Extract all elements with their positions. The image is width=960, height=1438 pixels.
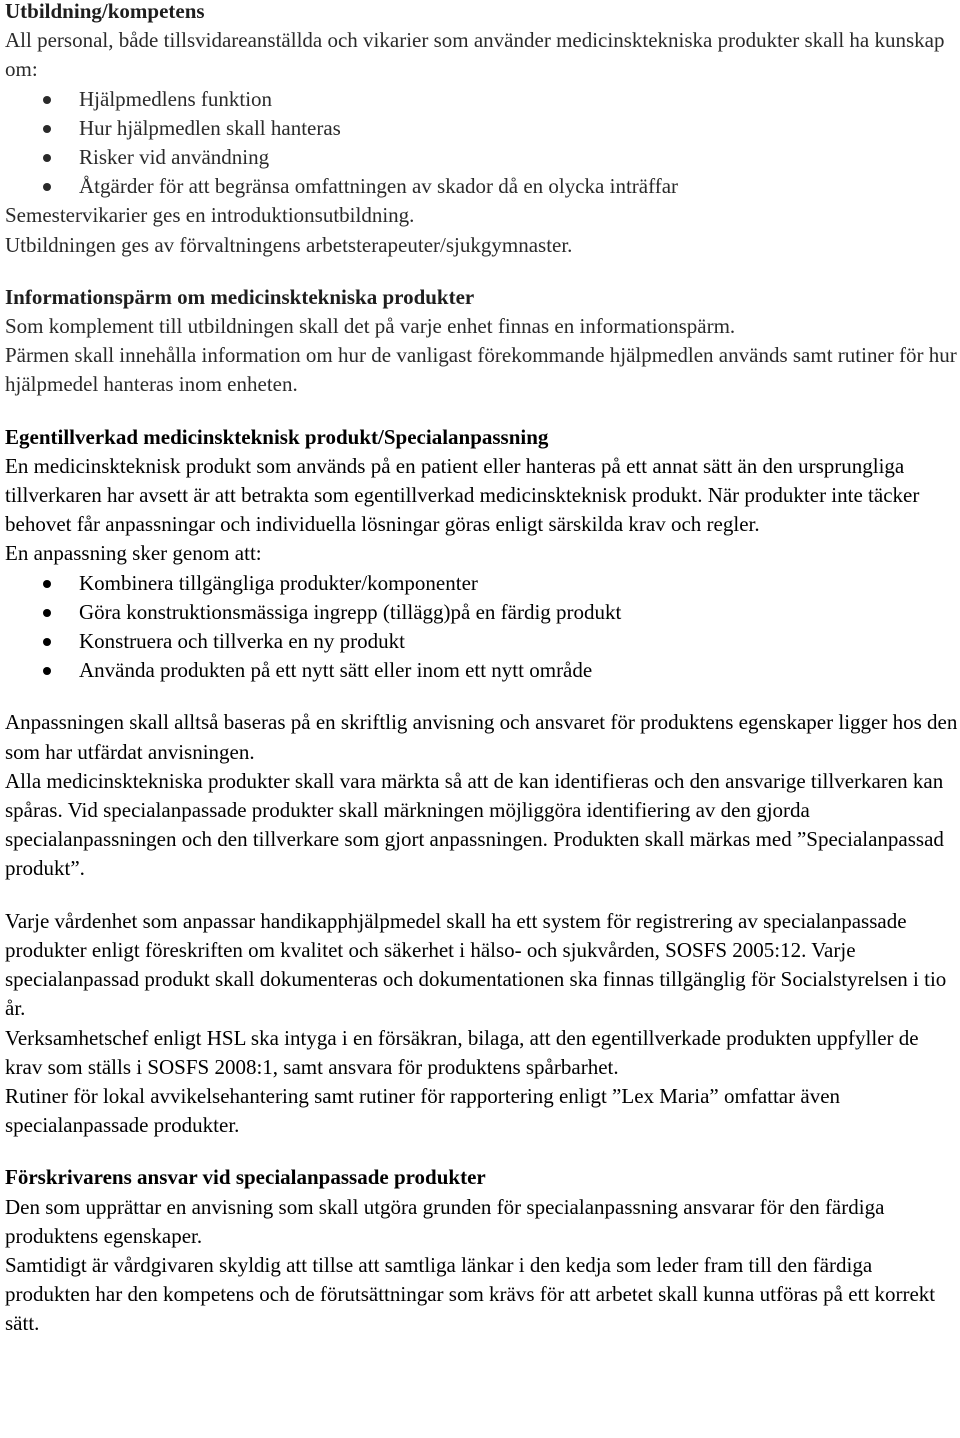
paragraph: Anpassningen skall alltså baseras på en skriftlig anvisning och ansvaret för produktens egenskaper ligger hos den som har utfärdat anvisningen.: [5, 710, 958, 764]
list-item: [5, 598, 960, 627]
section-forskrivarens-ansvar: [5, 1163, 960, 1338]
bullet-icon: [43, 638, 51, 646]
section-heading: Utbildning/kompetens: [5, 0, 205, 23]
paragraph: En anpassning sker genom att:: [5, 541, 262, 566]
section-utbildning: [5, 0, 960, 260]
list-item: [5, 656, 960, 685]
paragraph: Alla medicinsktekniska produkter skall vara märkta så att de kan identifieras och den ansvarige tillverkaren kan spåras. Vid specialanpassade produkter skall märkningen möjliggöra identifiering av den gjorda specialanpassningen och den tillverkare som gjort anpassningen. Produkten skall märkas med ”Specialanpassad produkt”.: [5, 768, 944, 881]
list-item-text: Konstruera och tillverka en ny produkt: [79, 629, 405, 654]
list-item: [5, 627, 960, 656]
list-item: [5, 569, 960, 598]
spacer: [5, 260, 960, 283]
paragraph: Rutiner för lokal avvikelsehantering samt rutiner för rapportering enligt ”Lex Maria” omfattar även specialanpassade produkter.: [5, 1083, 841, 1138]
bullet-list: [5, 569, 960, 686]
paragraph: Som komplement till utbildningen skall det på varje enhet finnas en informationspärm.: [5, 314, 736, 339]
bullet-icon: [43, 580, 51, 588]
list-item: [5, 172, 960, 201]
list-item-text: Hjälpmedlens funktion: [79, 86, 273, 111]
list-item: [5, 85, 960, 114]
bullet-list: [5, 85, 960, 202]
paragraph: Samtidigt är vårdgivaren skyldig att tillse att samtliga länkar i den kedja som leder fram till den färdiga produkten har den kompetens och de förutsättningar som krävs för att arbetet skall kunna utföras på ett korrekt sätt.: [5, 1252, 936, 1336]
bullet-icon: [43, 154, 51, 162]
list-item: [5, 114, 960, 143]
paragraph: Verksamhetschef enligt HSL ska intyga i en försäkran, bilaga, att den egentillverkade produkten uppfyller de krav som ställs i SOSFS 2008:1, samt ansvara för produktens spårbarhet.: [5, 1025, 919, 1079]
section-heading: Egentillverkad medicinskteknisk produkt/Specialanpassning: [5, 424, 549, 449]
bullet-icon: [43, 183, 51, 191]
section-informationsparm: [5, 283, 960, 400]
paragraph: Pärmen skall innehålla information om hur de vanligast förekommande hjälpmedlen används samt rutiner för hur hjälpmedel hanteras inom enheten.: [5, 343, 957, 397]
list-item-text: Göra konstruktionsmässiga ingrepp (tillägg)på en färdig produkt: [79, 599, 622, 624]
paragraph: All personal, både tillsvidareanställda och vikarier som använder medicinsktekniska produkter skall ha kunskap om:: [5, 28, 945, 82]
section-heading: Förskrivarens ansvar vid specialanpassade produkter: [5, 1165, 486, 1190]
list-item-text: Använda produkten på ett nytt sätt eller inom ett nytt område: [79, 658, 593, 683]
spacer: [5, 685, 960, 708]
section-heading: Informationspärm om medicinsktekniska produkter: [5, 284, 475, 309]
bullet-icon: [43, 667, 51, 675]
list-item-text: Hur hjälpmedlen skall hanteras: [79, 115, 341, 140]
list-item-text: Kombinera tillgängliga produkter/komponenter: [79, 570, 478, 595]
bullet-icon: [43, 609, 51, 617]
list-item-text: Risker vid användning: [79, 145, 270, 170]
spacer: [5, 884, 960, 907]
paragraph: Utbildningen ges av förvaltningens arbetsterapeuter/sjukgymnaster.: [5, 232, 573, 257]
spacer: [5, 1140, 960, 1163]
bullet-icon: [43, 96, 51, 104]
paragraph: Semestervikarier ges en introduktionsutbildning.: [5, 203, 415, 228]
paragraph: Den som upprättar en anvisning som skall utgöra grunden för specialanpassning ansvarar för den färdiga produktens egenskaper.: [5, 1194, 885, 1248]
document-page: [5, 0, 960, 1339]
spacer: [5, 400, 960, 423]
paragraph: En medicinskteknisk produkt som används på en patient eller hanteras på ett annat sätt än den ursprungliga tillverkaren har avsett är att betrakta som egentillverkad medicinskteknisk produkt. När produkter inte täcker behovet får anpassningar och individuella lösningar göras enligt särskilda krav och regler.: [5, 453, 920, 537]
paragraph: Varje vårdenhet som anpassar handikapphjälpmedel skall ha ett system för registrering av specialanpassade produkter enligt föreskriften om kvalitet och säkerhet i hälso- och sjukvården, SOSFS 2005:12. Varje specialanpassad produkt skall dokumenteras och dokumentationen ska finnas tillgänglig för Socialstyrelsen i tio år.: [5, 908, 947, 1021]
section-egentillverkad: [5, 423, 960, 1141]
list-item: [5, 143, 960, 172]
bullet-icon: [43, 125, 51, 133]
list-item-text: Åtgärder för att begränsa omfattningen av skador då en olycka inträffar: [79, 174, 679, 199]
